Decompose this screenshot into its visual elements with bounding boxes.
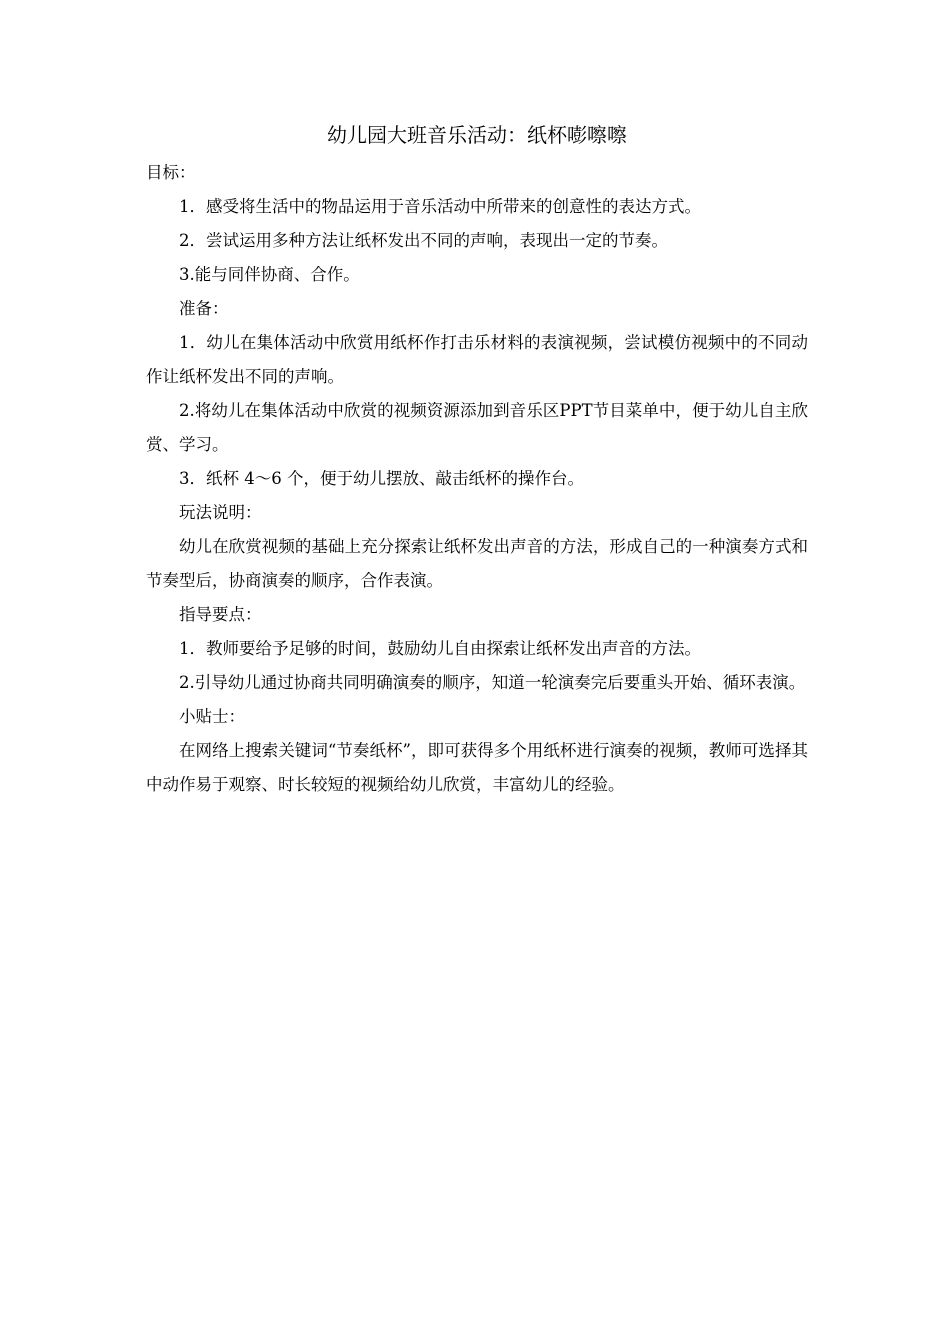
gameplay-text: 幼儿在欣赏视频的基础上充分探索让纸杯发出声音的方法，形成自己的一种演奏方式和节奏型后，协商演奏的顺序，合作表演。 xyxy=(146,537,808,590)
tips-text: 在网络上搜索关键词“节奏纸杯”，即可获得多个用纸杯进行演奏的视频，教师可选择其中动作易于观察、时长较短的视频给幼儿欣赏，丰富幼儿的经验。 xyxy=(146,741,808,794)
goals-heading: 目标： xyxy=(146,163,196,182)
goal-item-2: 2．尝试运用多种方法让纸杯发出不同的声响，表现出一定的节奏。 xyxy=(179,231,668,250)
preparation-item-3: 3．纸杯 4～6 个，便于幼儿摆放、敲击纸杯的操作台。 xyxy=(179,469,584,488)
preparation-heading: 准备： xyxy=(179,299,229,318)
tips-heading: 小贴士： xyxy=(179,707,245,726)
goal-item-3: 3.能与同伴协商、合作。 xyxy=(179,265,360,284)
document-page xyxy=(146,118,808,802)
gameplay-heading: 玩法说明： xyxy=(179,503,262,522)
document-title: 幼儿园大班音乐活动：纸杯嘭嚓嚓 xyxy=(327,123,627,147)
goal-item-1: 1．感受将生活中的物品运用于音乐活动中所带来的创意性的表达方式。 xyxy=(179,197,701,216)
guidance-heading: 指导要点： xyxy=(179,605,262,624)
guidance-item-1: 1．教师要给予足够的时间，鼓励幼儿自由探索让纸杯发出声音的方法。 xyxy=(179,639,701,658)
guidance-item-2: 2.引导幼儿通过协商共同明确演奏的顺序，知道一轮演奏完后要重头开始、循环表演。 xyxy=(179,673,806,692)
preparation-item-1: 1．幼儿在集体活动中欣赏用纸杯作打击乐材料的表演视频，尝试模仿视频中的不同动作让纸杯发出不同的声响。 xyxy=(146,333,808,386)
preparation-item-2: 2.将幼儿在集体活动中欣赏的视频资源添加到音乐区PPT节目菜单中，便于幼儿自主欣赏、学习。 xyxy=(146,401,808,454)
